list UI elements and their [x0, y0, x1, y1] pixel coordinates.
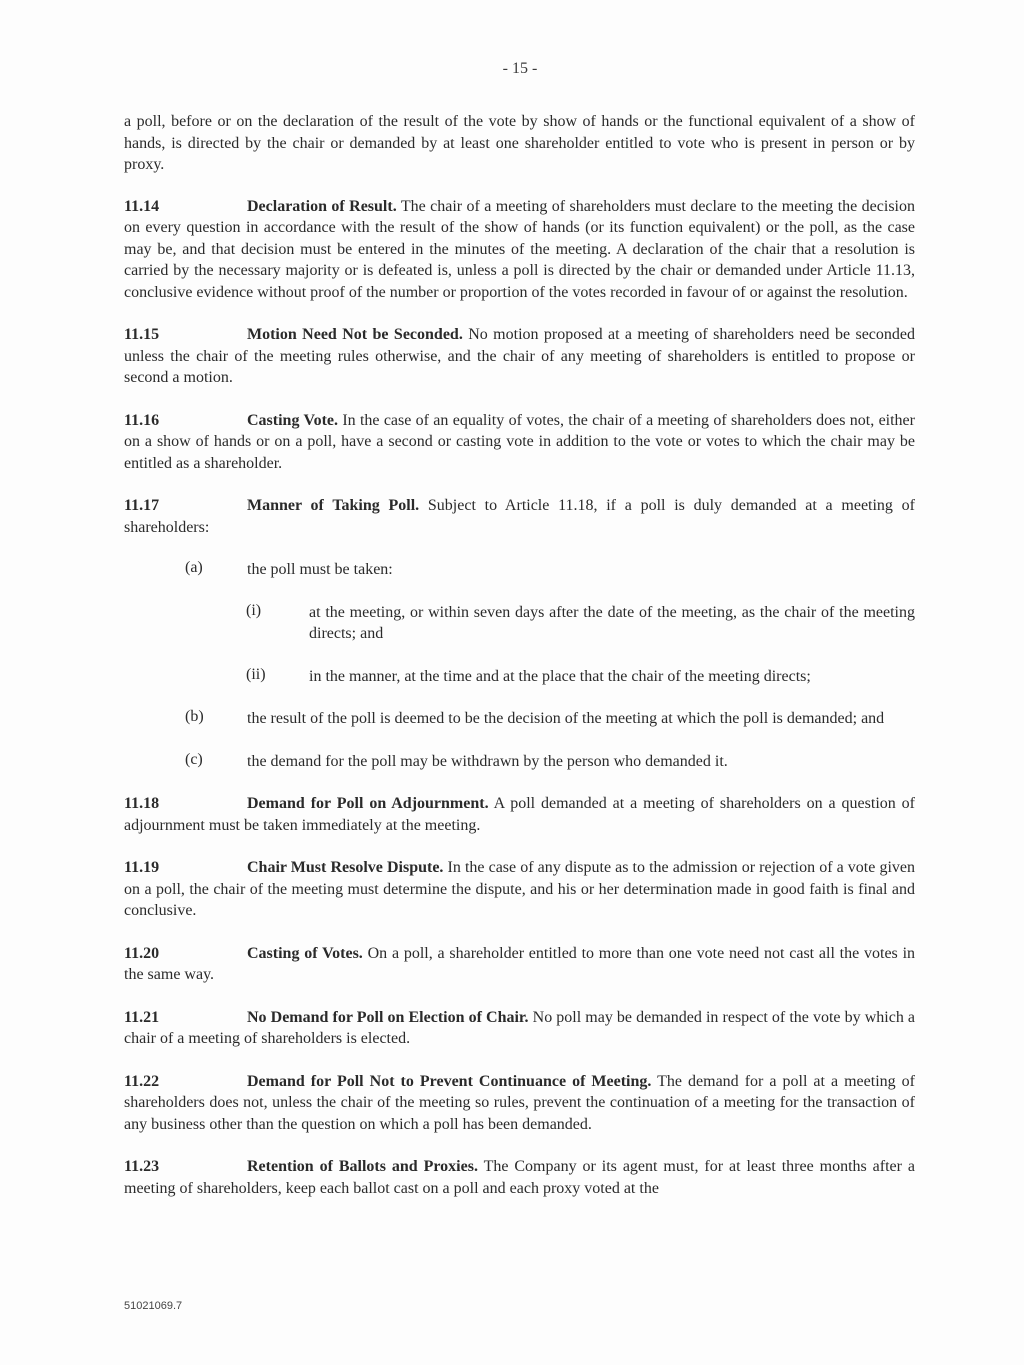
section-number: 11.17: [124, 497, 160, 514]
section-number: 11.16: [124, 411, 160, 429]
list-item: [124, 708, 915, 730]
section-text: The chair of a meeting of shareholders must declare to the meeting the decision on every question in accordance with the result of the show of hands (or its function equivalent) or the poll, as the case may be, and that decision must be entered in the minutes of the meeting. A declaration of the chair that a resolution is carried by the necessary majority or is defeated is, unless a poll is directed by the chair or demanded under Article 11.13, conclusive evidence without proof of the number or proportion of the votes recorded in favour of or against the resolution.: [124, 197, 915, 301]
section-number: 11.14: [124, 197, 160, 215]
section-number: 11.22: [124, 1072, 160, 1090]
section-text: No poll may be demanded in respect of the vote by which a chair of a meeting of shareholders is elected.: [124, 1008, 916, 1047]
list-item: [124, 751, 915, 773]
section-text: The Company or its agent must, for at least three months after a meeting of shareholders, keep each ballot cast on a poll and each proxy voted at the: [124, 1158, 915, 1197]
list-item-label: (b): [185, 708, 204, 725]
section-number: 11.21: [124, 1008, 160, 1026]
section-title: No Demand for Poll on Election of Chair.: [247, 1008, 529, 1026]
section-title: Manner of Taking Poll.: [247, 497, 420, 514]
page-content: [124, 111, 915, 1220]
section-11-23: [124, 1156, 915, 1199]
section-11-19: [124, 857, 915, 922]
list-item-text: the poll must be taken:: [247, 561, 393, 578]
section-11-16: [124, 410, 915, 475]
section-text: In the case of any dispute as to the admission or rejection of a vote given on a poll, the chair of the meeting must determine the dispute, and his or her determination made in good faith is final and conclusive.: [124, 859, 915, 919]
intro-paragraph: a poll, before or on the declaration of the result of the vote by show of hands or the functional equivalent of a show of hands, is directed by the chair or demanded by at least one shareholder entitled to vote who is present in person or by proxy.: [124, 113, 915, 173]
section-text: The demand for a poll at a meeting of shareholders does not, unless the chair of the meeting so rules, prevent the continuation of a meeting for the transaction of any business other than the question on which a poll has been demanded.: [124, 1072, 915, 1133]
section-11-14: [124, 196, 915, 304]
section-title: Demand for Poll on Adjournment.: [247, 795, 489, 812]
page-number: - 15 -: [502, 60, 538, 77]
list-item-label: (ii): [246, 665, 266, 683]
section-11-17: [124, 495, 915, 538]
section-title: Chair Must Resolve Dispute.: [247, 859, 444, 876]
section-11-20: [124, 943, 915, 986]
section-number: 11.18: [124, 795, 160, 812]
section-title: Casting Vote.: [247, 411, 338, 429]
section-number: 11.15: [124, 326, 160, 343]
section-text: A poll demanded at a meeting of shareholders on a question of adjournment must be taken immediately at the meeting.: [124, 795, 916, 834]
list-item: [124, 602, 915, 645]
list-item-text: in the manner, at the time and at the place that the chair of the meeting directs;: [309, 667, 811, 685]
list-item: [124, 559, 915, 581]
section-text: On a poll, a shareholder entitled to more than one vote need not cast all the votes in the same way.: [124, 944, 916, 983]
section-text: In the case of an equality of votes, the chair of a meeting of shareholders does not, either on a show of hands or on a poll, have a second or casting vote in addition to the vote or votes to which the chair may be entitled as a shareholder.: [124, 411, 915, 472]
section-number: 11.20: [124, 944, 160, 962]
section-11-22: [124, 1071, 915, 1136]
section-title: Casting of Votes.: [247, 944, 363, 962]
section-11-15: [124, 324, 915, 389]
list-item-label: (c): [185, 750, 203, 768]
section-title: Declaration of Result.: [247, 197, 397, 215]
section-11-18: [124, 793, 915, 836]
section-text: Subject to Article 11.18, if a poll is duly demanded at a meeting of shareholders:: [124, 497, 915, 536]
section-number: 11.23: [124, 1158, 160, 1175]
document-id: 51021069.7: [124, 1300, 183, 1312]
section-title: Retention of Ballots and Proxies.: [247, 1158, 478, 1175]
section-title: Motion Need Not be Seconded.: [247, 326, 463, 343]
list-item-label: (i): [246, 601, 262, 619]
list-item-label: (a): [185, 559, 203, 576]
section-11-21: [124, 1007, 915, 1050]
list-item-text: the demand for the poll may be withdrawn by the person who demanded it.: [247, 752, 728, 770]
list-item: [124, 666, 915, 688]
section-title: Demand for Poll Not to Prevent Continuance of Meeting.: [247, 1072, 652, 1090]
section-number: 11.19: [124, 859, 160, 876]
list-item-text: the result of the poll is deemed to be the decision of the meeting at which the poll is demanded; and: [247, 710, 885, 727]
section-text: No motion proposed at a meeting of shareholders need be seconded unless the chair of the meeting rules otherwise, and the chair of any meeting of shareholders is entitled to propose or second a motion.: [124, 326, 915, 386]
list-item-text: at the meeting, or within seven days after the date of the meeting, as the chair of the meeting directs; and: [309, 603, 915, 642]
